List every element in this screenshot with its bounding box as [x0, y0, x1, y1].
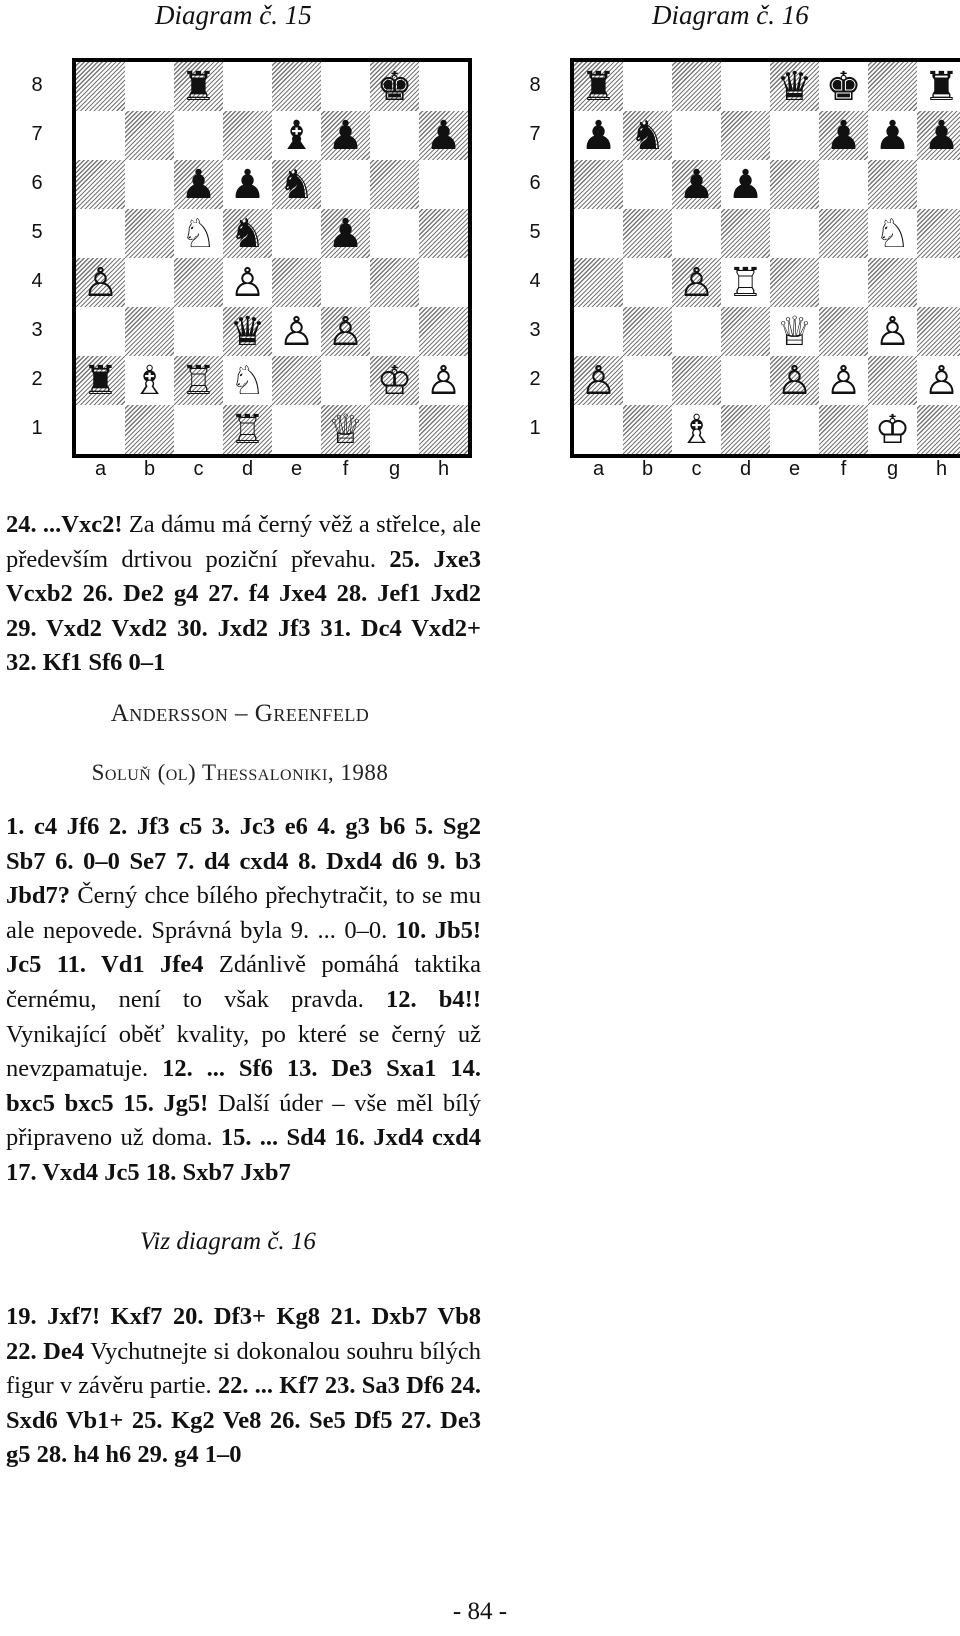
chess-piece: ♙: [923, 357, 960, 404]
square-g5: [370, 209, 419, 258]
chess-piece: ♙: [425, 357, 462, 404]
chess-piece: ♟: [923, 112, 960, 159]
comment-text: Černý chce bílého přechytračit, to se mu ale nepovede. Správná byla 9. ... 0–0.: [6, 882, 481, 944]
move-text: 19. Jxf7! Kxf7 20. Df3+ Kg8 21. Dxb7 Vb8 22. De4: [6, 1303, 481, 1365]
see-diagram-note: Viz diagram č. 16: [140, 1228, 316, 1255]
file-label: a: [94, 458, 107, 480]
chess-piece: ♝: [278, 112, 315, 159]
square-d6: [721, 160, 770, 209]
chess-piece: ♘: [874, 210, 911, 257]
square-f1: [819, 405, 868, 454]
chess-piece: ♟: [825, 112, 862, 159]
rank-labels: [520, 58, 550, 458]
square-b7: [623, 111, 672, 160]
square-e7: [770, 111, 819, 160]
chess-piece: ♟: [678, 161, 715, 208]
square-c4: [174, 258, 223, 307]
square-b3: [623, 307, 672, 356]
chess-piece: ♛: [229, 308, 266, 355]
square-b8: [623, 62, 672, 111]
square-c8: [672, 62, 721, 111]
file-label: f: [342, 458, 349, 480]
square-f7: [321, 111, 370, 160]
square-a5: [574, 209, 623, 258]
rank-label: 2: [31, 368, 43, 390]
square-h2: [917, 356, 960, 405]
square-b5: [623, 209, 672, 258]
square-b4: [125, 258, 174, 307]
square-e3: [770, 307, 819, 356]
square-c7: [174, 111, 223, 160]
chess-piece: ♟: [180, 161, 217, 208]
square-g5: [868, 209, 917, 258]
square-h6: [917, 160, 960, 209]
chess-piece: ♟: [327, 112, 364, 159]
chess-piece: ♙: [678, 259, 715, 306]
rank-label: 6: [529, 172, 541, 194]
square-d1: [721, 405, 770, 454]
square-c1: [174, 405, 223, 454]
square-f3: [819, 307, 868, 356]
chess-piece: ♘: [180, 210, 217, 257]
file-labels: [72, 458, 472, 488]
square-h6: [419, 160, 468, 209]
file-label: d: [739, 458, 752, 480]
page-number: - 84 -: [452, 1598, 508, 1625]
square-h2: [419, 356, 468, 405]
square-h3: [917, 307, 960, 356]
chess-piece: ♔: [874, 406, 911, 453]
square-c8: [174, 62, 223, 111]
square-c2: [174, 356, 223, 405]
chess-piece: ♛: [776, 63, 813, 110]
file-label: h: [437, 458, 450, 480]
comment-text: Zdánlivě pomáhá taktika černému, není to však pravda.: [6, 951, 481, 1013]
move-text: 25. Jxe3 Vcxb2 26. De2 g4 27. f4 Jxe4 28. Jef1 Jxd2 29. Vxd2 Vxd2 30. Jxd2 Jf3 31. Dc4 Vxd2+ 32. Kf1 Sf6 0–1: [6, 545, 482, 677]
square-a6: [574, 160, 623, 209]
square-g2: [868, 356, 917, 405]
chess-piece: ♜: [82, 357, 119, 404]
square-d5: [721, 209, 770, 258]
rank-labels: [22, 58, 52, 458]
move-text: 15. ... Sd4 16. Jxd4 cxd4 17. Vxd4 Jc5 18. Sxb7 Jxb7: [6, 1124, 481, 1186]
square-e4: [770, 258, 819, 307]
game-players: Andersson – Greenfeld: [110, 700, 370, 727]
square-e2: [272, 356, 321, 405]
square-a1: [574, 405, 623, 454]
square-h4: [419, 258, 468, 307]
square-c6: [174, 160, 223, 209]
file-label: d: [241, 458, 254, 480]
chess-piece: ♙: [82, 259, 119, 306]
rank-label: 3: [31, 319, 43, 341]
square-b6: [623, 160, 672, 209]
square-f2: [819, 356, 868, 405]
square-h8: [419, 62, 468, 111]
rank-label: 8: [529, 74, 541, 96]
square-h7: [419, 111, 468, 160]
rank-label: 3: [529, 319, 541, 341]
square-c5: [174, 209, 223, 258]
square-c1: [672, 405, 721, 454]
rank-label: 5: [529, 221, 541, 243]
square-g3: [370, 307, 419, 356]
square-d1: [223, 405, 272, 454]
chess-piece: ♞: [229, 210, 266, 257]
square-f6: [321, 160, 370, 209]
move-text: 12. ... Sf6 13. De3 Sxa1 14. bxc5 bxc5 15. Jg5!: [6, 1055, 481, 1117]
chess-piece: ♚: [825, 63, 862, 110]
square-b2: [623, 356, 672, 405]
chess-piece: ♕: [776, 308, 813, 355]
square-f5: [819, 209, 868, 258]
square-e1: [770, 405, 819, 454]
square-a3: [574, 307, 623, 356]
chess-piece: ♙: [874, 308, 911, 355]
chess-piece: ♙: [229, 259, 266, 306]
square-d2: [223, 356, 272, 405]
rank-label: 4: [529, 270, 541, 292]
move-text: 10. Jb5! Jc5 11. Vd1 Jfe4: [6, 916, 481, 979]
square-f3: [321, 307, 370, 356]
diagram-16-title: Diagram č. 16: [652, 0, 809, 30]
square-d7: [223, 111, 272, 160]
square-f1: [321, 405, 370, 454]
square-g4: [868, 258, 917, 307]
rank-label: 4: [31, 270, 43, 292]
rank-label: 7: [529, 123, 541, 145]
file-label: g: [388, 458, 401, 480]
chess-piece: ♞: [278, 161, 315, 208]
chessboard: [72, 58, 472, 458]
chess-piece: ♖: [180, 357, 217, 404]
square-e5: [272, 209, 321, 258]
file-label: f: [840, 458, 847, 480]
square-e2: [770, 356, 819, 405]
square-c2: [672, 356, 721, 405]
square-g7: [868, 111, 917, 160]
chess-piece: ♜: [580, 63, 617, 110]
square-g4: [370, 258, 419, 307]
file-label: b: [143, 458, 156, 480]
square-b4: [623, 258, 672, 307]
square-h3: [419, 307, 468, 356]
square-d3: [223, 307, 272, 356]
chess-piece: ♙: [825, 357, 862, 404]
comment-text: Za dámu má černý věž a střelce, ale především drtivou poziční převahu.: [6, 511, 481, 573]
square-d8: [721, 62, 770, 111]
square-e3: [272, 307, 321, 356]
chess-piece: ♕: [327, 406, 364, 453]
square-a3: [76, 307, 125, 356]
square-h5: [419, 209, 468, 258]
square-a4: [76, 258, 125, 307]
square-d7: [721, 111, 770, 160]
rank-label: 5: [31, 221, 43, 243]
square-a6: [76, 160, 125, 209]
square-e1: [272, 405, 321, 454]
square-g6: [370, 160, 419, 209]
chess-piece: ♜: [923, 63, 960, 110]
comment-text: Vychutnejte si dokonalou souhru bílých figur v závěru partie.: [6, 1337, 481, 1400]
move-text: 24. ...Vxc2!: [6, 511, 123, 538]
rank-label: 6: [31, 172, 43, 194]
annotation-paragraph-2: [6, 810, 481, 1191]
file-label: g: [886, 458, 899, 480]
chess-piece: ♙: [776, 357, 813, 404]
chess-piece: ♙: [580, 357, 617, 404]
square-e6: [272, 160, 321, 209]
square-b8: [125, 62, 174, 111]
chess-piece: ♗: [131, 357, 168, 404]
square-d3: [721, 307, 770, 356]
square-f8: [321, 62, 370, 111]
square-a1: [76, 405, 125, 454]
square-a8: [574, 62, 623, 111]
chess-piece: ♟: [727, 161, 764, 208]
square-e8: [272, 62, 321, 111]
chessboard: [570, 58, 960, 458]
square-h1: [419, 405, 468, 454]
square-c3: [174, 307, 223, 356]
square-a7: [574, 111, 623, 160]
square-d5: [223, 209, 272, 258]
square-h7: [917, 111, 960, 160]
chess-piece: ♗: [678, 406, 715, 453]
square-c6: [672, 160, 721, 209]
file-label: c: [691, 458, 702, 480]
square-d4: [721, 258, 770, 307]
square-c4: [672, 258, 721, 307]
move-text: 22. ... Kf7 23. Sa3 Df6 24. Sxd6 Vb1+ 25. Kg2 Ve8 26. Se5 Df5 27. De3 g5 28. h4 h6 29. g4 1–0: [6, 1372, 481, 1469]
square-a2: [574, 356, 623, 405]
square-b6: [125, 160, 174, 209]
diagram-15-title: Diagram č. 15: [155, 0, 312, 30]
chess-piece: ♟: [425, 112, 462, 159]
chess-piece: ♚: [376, 63, 413, 110]
file-label: h: [935, 458, 948, 480]
chess-piece: ♖: [727, 259, 764, 306]
square-g8: [868, 62, 917, 111]
square-b5: [125, 209, 174, 258]
rank-label: 1: [529, 417, 541, 439]
chess-piece: ♔: [376, 357, 413, 404]
chess-piece: ♟: [874, 112, 911, 159]
game-event: Soluň (ol) Thessaloniki, 1988: [91, 760, 389, 785]
annotation-paragraph-1: [6, 508, 481, 681]
square-e7: [272, 111, 321, 160]
file-labels: [570, 458, 960, 488]
square-f8: [819, 62, 868, 111]
square-f7: [819, 111, 868, 160]
rank-label: 1: [31, 417, 43, 439]
file-label: c: [193, 458, 204, 480]
chess-piece: ♙: [327, 308, 364, 355]
square-g8: [370, 62, 419, 111]
file-label: b: [641, 458, 654, 480]
file-label: e: [788, 458, 801, 480]
file-label: e: [290, 458, 303, 480]
square-f2: [321, 356, 370, 405]
square-d4: [223, 258, 272, 307]
square-g6: [868, 160, 917, 209]
chess-piece: ♟: [327, 210, 364, 257]
square-e4: [272, 258, 321, 307]
chess-piece: ♙: [278, 308, 315, 355]
move-text: 12. b4!!: [386, 985, 481, 1013]
square-d6: [223, 160, 272, 209]
square-a7: [76, 111, 125, 160]
chess-piece: ♖: [229, 406, 266, 453]
chess-piece: ♟: [580, 112, 617, 159]
square-f5: [321, 209, 370, 258]
square-d8: [223, 62, 272, 111]
square-e6: [770, 160, 819, 209]
square-b1: [623, 405, 672, 454]
square-e5: [770, 209, 819, 258]
comment-text: Vynikající oběť kvality, po které se černý už nevzpamatuje.: [6, 1020, 481, 1083]
square-c3: [672, 307, 721, 356]
square-a5: [76, 209, 125, 258]
square-a8: [76, 62, 125, 111]
square-f4: [321, 258, 370, 307]
square-h5: [917, 209, 960, 258]
square-c7: [672, 111, 721, 160]
square-g2: [370, 356, 419, 405]
square-h4: [917, 258, 960, 307]
rank-label: 2: [529, 368, 541, 390]
square-g3: [868, 307, 917, 356]
square-h1: [917, 405, 960, 454]
square-g1: [370, 405, 419, 454]
square-c5: [672, 209, 721, 258]
square-h8: [917, 62, 960, 111]
square-d2: [721, 356, 770, 405]
move-text: 1. c4 Jf6 2. Jf3 c5 3. Jc3 e6 4. g3 b6 5. Sg2 Sb7 6. 0–0 Se7 7. d4 cxd4 8. Dxd4 d6 9. b3 Jbd7?: [6, 813, 481, 910]
square-b1: [125, 405, 174, 454]
square-e8: [770, 62, 819, 111]
annotation-paragraph-3: [6, 1300, 481, 1473]
square-f6: [819, 160, 868, 209]
square-a2: [76, 356, 125, 405]
chess-piece: ♟: [229, 161, 266, 208]
file-label: a: [592, 458, 605, 480]
rank-label: 8: [31, 74, 43, 96]
square-g7: [370, 111, 419, 160]
square-f4: [819, 258, 868, 307]
comment-text: Další úder – vše měl bílý připraveno už doma.: [6, 1089, 481, 1152]
square-g1: [868, 405, 917, 454]
chess-piece: ♘: [229, 357, 266, 404]
chess-piece: ♞: [629, 112, 666, 159]
square-b3: [125, 307, 174, 356]
chess-piece: ♜: [180, 63, 217, 110]
square-a4: [574, 258, 623, 307]
square-b2: [125, 356, 174, 405]
square-b7: [125, 111, 174, 160]
rank-label: 7: [31, 123, 43, 145]
